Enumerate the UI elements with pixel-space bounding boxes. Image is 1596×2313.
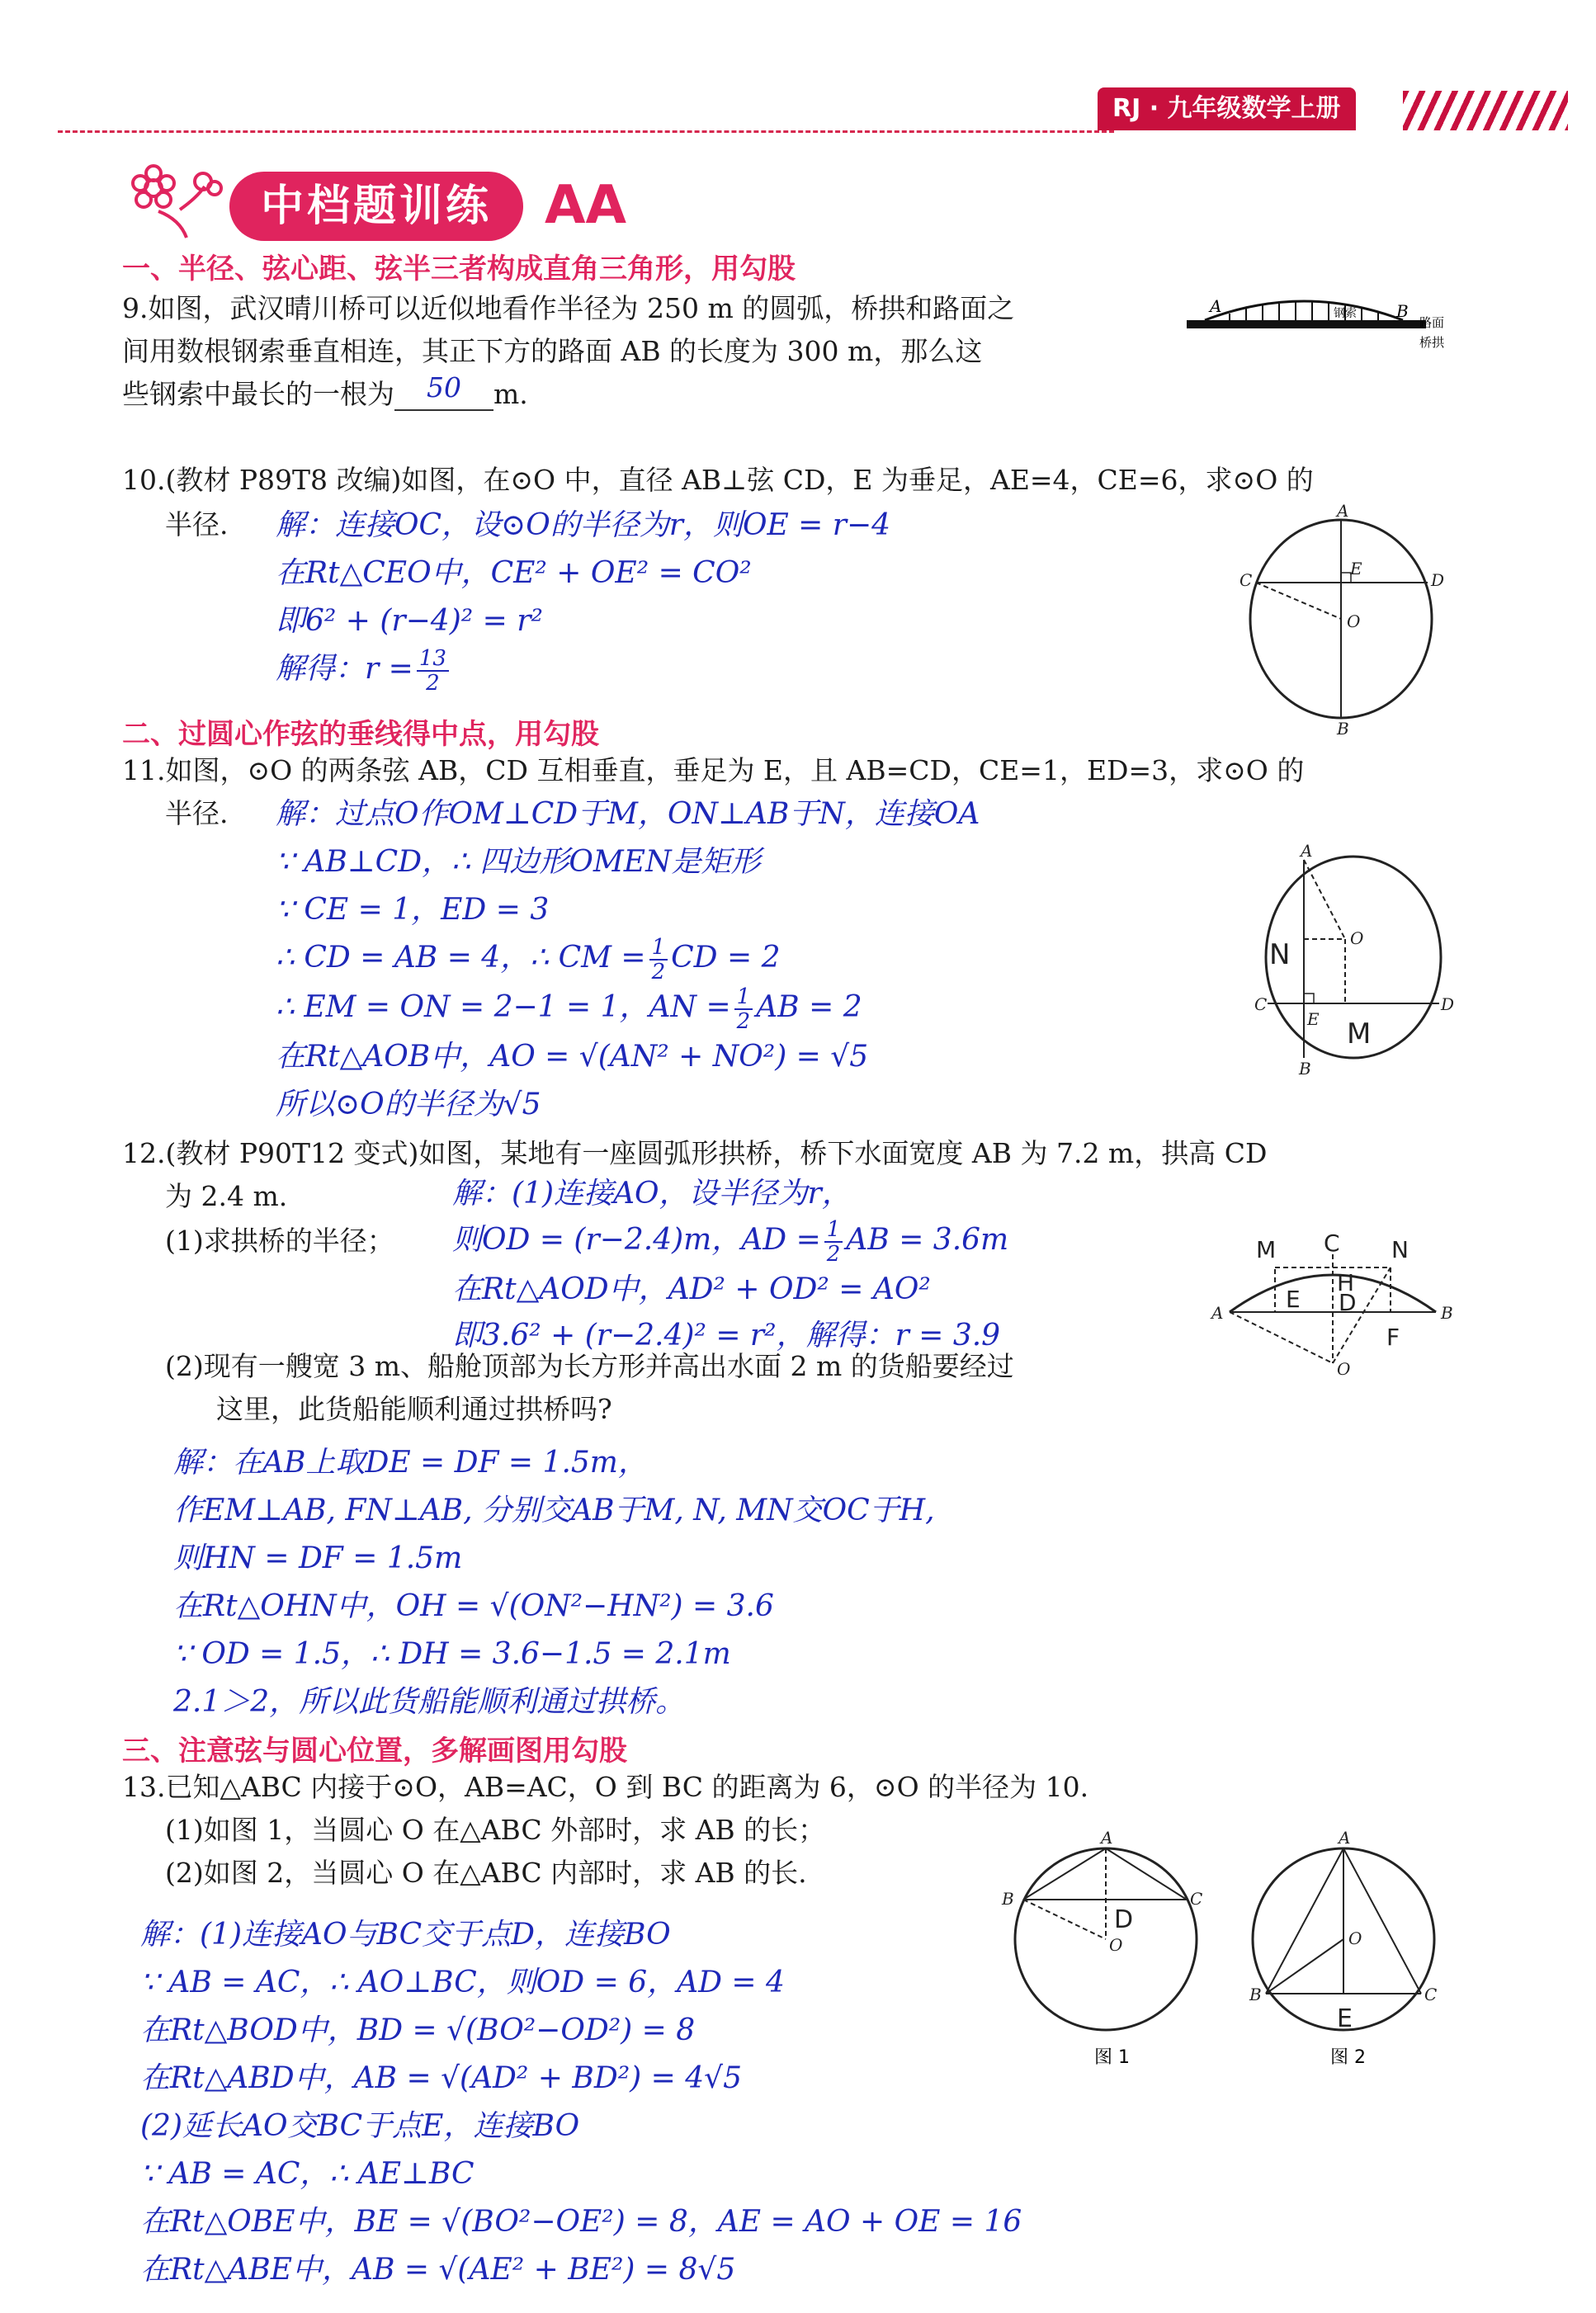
svg-text:E: E [1286, 1286, 1301, 1313]
q9-answer-blank: 50 [394, 366, 493, 411]
q12-part2-answer-2: 作EM⊥AB, FN⊥AB, 分别交AB于M, N, MN交OC于H, [173, 1494, 935, 1527]
q9-line2: 间用数根钢索垂直相连，其正下方的路面 AB 的长度为 300 m，那么这 [122, 335, 983, 367]
svg-text:O: O [1350, 928, 1364, 948]
svg-text:D: D [1441, 994, 1455, 1014]
q12-part2-answer-4: 在Rt△OHN中，OH = √(ON²−HN²) = 3.6 [173, 1589, 774, 1623]
q12-part1-answer-4: 即3.6² + (r−2.4)² = r²，解得：r = 3.9 [452, 1319, 1001, 1352]
svg-text:C: C [1190, 1889, 1203, 1909]
svg-text:D: D [1431, 570, 1445, 590]
q12-part2-question-2: 这里，此货船能顺利通过拱桥吗? [216, 1393, 612, 1425]
svg-text:E: E [1350, 559, 1362, 578]
q12-part2-answer-6: 2.1＞2，所以此货船能顺利通过拱桥。 [173, 1685, 686, 1719]
svg-text:B: B [1441, 1303, 1453, 1323]
figure-2-caption: 图 2 [1330, 2047, 1366, 2068]
q12-line2: 为 2.4 m. [165, 1180, 288, 1212]
svg-text:C: C [1324, 1230, 1340, 1257]
svg-text:A: A [1211, 1303, 1224, 1323]
svg-text:O: O [1109, 1935, 1123, 1955]
q10-circle-figure [1238, 501, 1452, 739]
q12-part2-answer-5: ∵ OD = 1.5，∴ DH = 3.6−1.5 = 2.1m [173, 1637, 731, 1671]
q10-answer-2: 在Rt△CEO中，CE² + OE² = CO² [276, 556, 752, 590]
q11-circle-figure [1254, 841, 1455, 1079]
svg-text:桥拱: 桥拱 [1419, 335, 1445, 350]
q12-part1-answer-3: 在Rt△AOD中，AD² + OD² = AO² [452, 1272, 931, 1306]
q13-answer-6: ∵ AB = AC，∴ AE⊥BC [140, 2157, 475, 2191]
q13-figure-1 [990, 1824, 1221, 2071]
difficulty-level: AA [545, 175, 627, 236]
header-rule [58, 130, 1114, 133]
q10-answer-1: 解：连接OC，设⊙O的半径为r，则OE = r−4 [276, 508, 891, 542]
svg-text:B: B [1299, 1059, 1311, 1079]
svg-text:A: A [1339, 1828, 1351, 1848]
svg-text:钢索: 钢索 [1334, 307, 1357, 320]
svg-text:A: A [1301, 841, 1313, 861]
q9-line3: 些钢索中最长的一根为 50 m. [122, 373, 528, 418]
q10-line2: 半径. [165, 508, 229, 540]
q11-answer-3: ∵ CE = 1，ED = 3 [276, 893, 550, 927]
svg-text:O: O [1348, 1928, 1362, 1948]
svg-text:B: B [1002, 1889, 1014, 1909]
q13-answer-7: 在Rt△OBE中，BE = √(BO²−OE²) = 8，AE = AO + OE = 16 [140, 2205, 1022, 2239]
q10-answer-3: 即6² + (r−4)² = r² [276, 604, 543, 638]
q11-answer-4: ∴ CD = AB = 4，∴ CM = $\frac{1}{2}$ CD = 2 [276, 935, 781, 984]
q11-answer-5: ∴ EM = ON = 2−1 = 1，AN = $\frac{1}{2}$ AB = 2 [276, 984, 862, 1034]
section-heading-1: 一、半径、弦心距、弦半三者构成直角三角形，用勾股 [122, 253, 796, 286]
header-tab: RJ · 九年级数学上册 [1098, 87, 1356, 130]
q13-answer-1: 解：(1)连接AO与BC交于点D，连接BO [140, 1918, 671, 1952]
q12-part1-question: (1)求拱桥的半径； [165, 1225, 394, 1257]
q13-line1: 13.已知△ABC 内接于⊙O，AB=AC，O 到 BC 的距离为 6，⊙O 的半径为 10. [122, 1771, 1089, 1803]
section-heading-3: 三、注意弦与圆心位置，多解画图用勾股 [122, 1735, 627, 1768]
q12-part2-answer-3: 则HN = DF = 1.5m [173, 1541, 463, 1575]
q10-line1: 10.(教材 P89T8 改编)如图，在⊙O 中，直径 AB⊥弦 CD，E 为垂足，AE=4，CE=6，求⊙O 的 [122, 464, 1314, 496]
q11-answer-2: ∵ AB⊥CD，∴ 四边形OMEN是矩形 [276, 845, 761, 879]
q12-arch-figure [1205, 1221, 1461, 1378]
q11-line1: 11.如图，⊙O 的两条弦 AB，CD 互相垂直，垂足为 E，且 AB=CD，CE=1，ED=3，求⊙O 的 [122, 754, 1305, 786]
svg-text:M: M [1347, 1017, 1372, 1050]
svg-text:E: E [1337, 2004, 1353, 2033]
q13-line2: (1)如图 1，当圆心 O 在△ABC 外部时，求 AB 的长； [165, 1814, 826, 1846]
flower-icon [122, 162, 229, 244]
q13-answer-5: (2)延长AO交BC于点E，连接BO [140, 2109, 580, 2143]
q11-answer-7: 所以⊙O的半径为√5 [276, 1088, 541, 1121]
svg-text:O: O [1337, 1359, 1351, 1379]
svg-text:N: N [1269, 938, 1291, 971]
svg-text:D: D [1114, 1905, 1134, 1934]
q13-answer-8: 在Rt△ABE中，AB = √(AE² + BE²) = 8√5 [140, 2253, 736, 2287]
svg-text:C: C [1424, 1985, 1438, 2004]
svg-text:B: B [1249, 1985, 1262, 2004]
svg-text:D: D [1339, 1289, 1357, 1316]
q9-bridge-figure [1180, 289, 1461, 355]
figure-1-caption: 图 1 [1094, 2047, 1130, 2068]
svg-text:O: O [1347, 611, 1361, 631]
q12-line1: 12.(教材 P90T12 变式)如图，某地有一座圆弧形拱桥，桥下水面宽度 AB 为 7.2 m，拱高 CD [122, 1137, 1268, 1169]
q9-line1: 9.如图，武汉晴川桥可以近似地看作半径为 250 m 的圆弧，桥拱和路面之 [122, 292, 1015, 324]
svg-text:B: B [1337, 719, 1349, 739]
svg-text:M: M [1256, 1236, 1277, 1263]
svg-text:A: A [1101, 1828, 1113, 1848]
svg-text:E: E [1307, 1009, 1320, 1029]
svg-text:C: C [1239, 570, 1253, 590]
q12-part1-answer-2: 则OD = (r−2.4)m，AD = $\frac{1}{2}$ AB = 3.6m [452, 1217, 1009, 1267]
q11-answer-1: 解：过点O作OM⊥CD于M，ON⊥AB于N，连接OA [276, 797, 980, 831]
q12-part2-question-1: (2)现有一艘宽 3 m、船舱顶部为长方形并高出水面 2 m 的货船要经过 [165, 1350, 1014, 1382]
svg-text:路面: 路面 [1419, 315, 1445, 330]
q12-part2-answer-1: 解：在AB上取DE = DF = 1.5m， [173, 1446, 648, 1480]
q11-answer-6: 在Rt△AOB中，AO = √(AN² + NO²) = √5 [276, 1040, 869, 1074]
q13-answer-4: 在Rt△ABD中，AB = √(AD² + BD²) = 4√5 [140, 2061, 743, 2095]
title-banner: 中档题训练 [229, 172, 523, 241]
header-stripes [1403, 91, 1568, 130]
q13-answer-3: 在Rt△BOD中，BD = √(BO²−OD²) = 8 [140, 2013, 696, 2047]
section-heading-2: 二、过圆心作弦的垂线得中点，用勾股 [122, 718, 599, 751]
svg-text:F: F [1386, 1324, 1400, 1351]
q11-line2: 半径. [165, 797, 229, 829]
q13-figure-2 [1238, 1824, 1452, 2071]
svg-text:H: H [1337, 1269, 1355, 1296]
q12-part1-answer-1: 解：(1)连接AO，设半径为r， [452, 1177, 852, 1211]
svg-text:B: B [1396, 301, 1409, 321]
q13-line3: (2)如图 2，当圆心 O 在△ABC 内部时，求 AB 的长. [165, 1857, 807, 1889]
svg-text:A: A [1210, 296, 1222, 316]
svg-text:N: N [1391, 1236, 1409, 1263]
svg-text:A: A [1337, 501, 1349, 521]
q10-answer-4: 解得：r = $\frac{13}{2}$ [276, 645, 452, 695]
svg-text:C: C [1254, 994, 1268, 1014]
q13-answer-2: ∵ AB = AC，∴ AO⊥BC，则OD = 6，AD = 4 [140, 1966, 785, 1999]
